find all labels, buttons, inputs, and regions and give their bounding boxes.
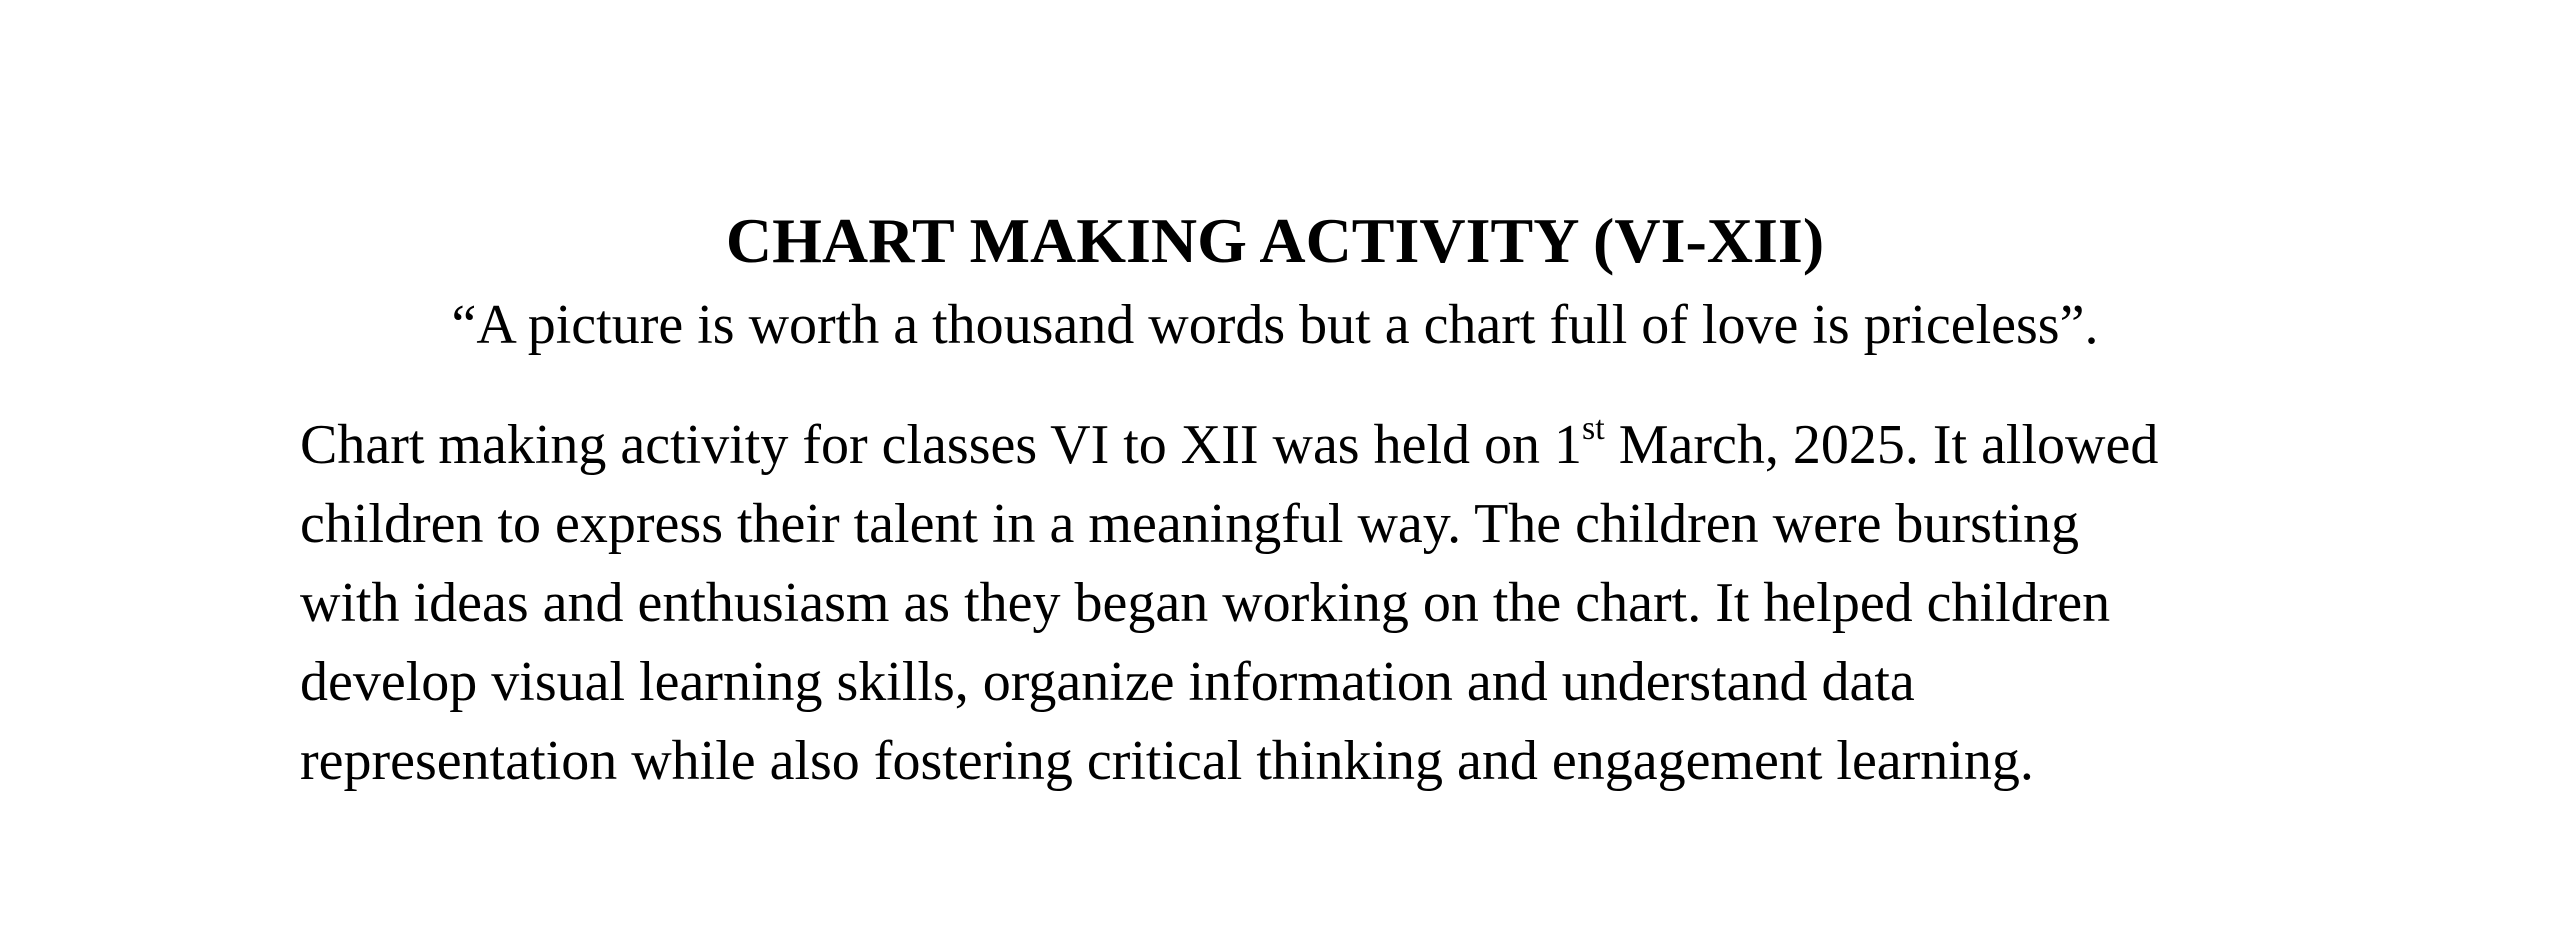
ordinal-suffix: st xyxy=(1582,410,1605,448)
paragraph-line-5: representation while also fostering critical thinking and engagement learning. xyxy=(300,730,2034,792)
page-title: CHART MAKING ACTIVITY (VI-XII) xyxy=(725,205,1825,276)
paragraph-line-3: with ideas and enthusiasm as they began working on the chart. It helped children xyxy=(300,572,2111,634)
quote-text: “A picture is worth a thousand words but a chart full of love is priceless”. xyxy=(451,294,2099,356)
line1-text-after: March, 2025. It allowed xyxy=(1604,414,2159,476)
line1-text-before: Chart making activity for classes VI to XII was held on 1 xyxy=(300,414,1583,476)
body-paragraph xyxy=(300,406,2300,801)
paragraph-line-1 xyxy=(300,406,2300,485)
paragraph-line-2: children to express their talent in a meaningful way. The children were bursting xyxy=(300,493,2079,555)
paragraph-line-4: develop visual learning skills, organize information and understand data xyxy=(300,651,1915,713)
